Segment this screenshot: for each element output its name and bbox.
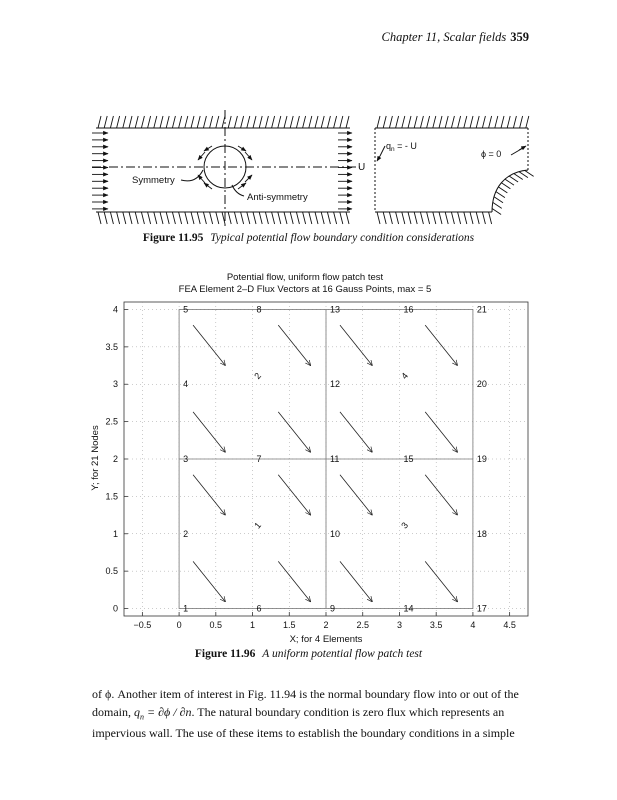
wall-hatch bbox=[259, 212, 262, 224]
wall-hatch bbox=[296, 212, 299, 224]
symmetry-label: Symmetry bbox=[132, 175, 175, 186]
wall-hatch bbox=[203, 212, 206, 224]
x-tick-label: 4.5 bbox=[503, 620, 516, 630]
wall-hatch bbox=[420, 116, 423, 128]
paragraph-line-2-start: domain, bbox=[92, 704, 134, 719]
wall-hatch bbox=[377, 212, 380, 224]
wall-hatch bbox=[135, 116, 138, 128]
wall-hatch bbox=[340, 116, 343, 128]
wall-hatch bbox=[141, 212, 144, 224]
wall-hatch bbox=[210, 116, 213, 128]
y-tick-label: 4 bbox=[112, 304, 118, 315]
x-tick-label: 3.5 bbox=[429, 620, 443, 630]
wall-hatch bbox=[513, 116, 516, 128]
inline-math-qn: q bbox=[134, 704, 140, 719]
wall-hatch bbox=[148, 212, 151, 224]
inline-math-qn-sub: n bbox=[140, 711, 144, 721]
wall-hatch bbox=[439, 116, 442, 128]
paragraph-line-2 bbox=[92, 704, 534, 726]
flux-vector bbox=[425, 475, 457, 515]
wall-hatch bbox=[160, 212, 163, 224]
wall-hatch bbox=[489, 212, 492, 224]
wall-hatch bbox=[166, 212, 169, 224]
wall-hatch bbox=[179, 212, 182, 224]
wall-hatch bbox=[451, 116, 454, 128]
wall-hatch bbox=[321, 212, 324, 224]
wall-hatch bbox=[234, 116, 237, 128]
wall-hatch bbox=[290, 116, 293, 128]
node-label: 10 bbox=[330, 528, 341, 539]
wall-hatch bbox=[494, 197, 503, 203]
wall-hatch bbox=[284, 116, 287, 128]
wall-hatch bbox=[315, 116, 318, 128]
y-axis-label: Y; for 21 Nodes bbox=[90, 425, 101, 491]
y-tick-label: 2 bbox=[112, 454, 118, 464]
node-label: 18 bbox=[476, 528, 487, 539]
figure-11-96-label: Figure 11.96 bbox=[194, 648, 256, 660]
wall-hatch bbox=[476, 212, 479, 224]
wall-hatch bbox=[383, 116, 386, 128]
wall-hatch bbox=[427, 116, 430, 128]
node-label: 7 bbox=[256, 454, 262, 464]
wall-hatch bbox=[185, 116, 188, 128]
wall-hatch bbox=[525, 170, 534, 176]
wall-hatch bbox=[265, 212, 268, 224]
wall-hatch bbox=[519, 172, 528, 178]
wall-hatch bbox=[148, 116, 151, 128]
wall-hatch bbox=[110, 212, 113, 224]
wall-hatch bbox=[505, 179, 514, 185]
flux-vector bbox=[278, 561, 310, 601]
x-tick-label: 1 bbox=[250, 620, 256, 630]
wall-hatch bbox=[228, 116, 231, 128]
wall-hatch bbox=[154, 116, 157, 128]
x-tick-label: 0 bbox=[176, 620, 182, 630]
figure-11-95-diagram bbox=[0, 108, 617, 233]
qn-value: = - U bbox=[394, 141, 417, 151]
wall-hatch bbox=[427, 212, 430, 224]
wall-hatch bbox=[492, 208, 501, 214]
wall-hatch bbox=[470, 116, 473, 128]
wall-hatch bbox=[210, 212, 213, 224]
inline-math-derivative: = ∂ϕ / ∂n bbox=[144, 704, 192, 719]
wall-hatch bbox=[98, 212, 101, 224]
flux-vector bbox=[425, 325, 457, 365]
flux-vector bbox=[340, 475, 372, 515]
wall-hatch bbox=[253, 116, 256, 128]
wall-hatch bbox=[123, 116, 126, 128]
wall-hatch bbox=[445, 116, 448, 128]
wall-hatch bbox=[278, 116, 281, 128]
wall-hatch bbox=[389, 116, 392, 128]
wall-hatch bbox=[191, 116, 194, 128]
x-tick-label: 1.5 bbox=[283, 620, 296, 630]
wall-hatch bbox=[284, 212, 287, 224]
wall-hatch bbox=[104, 116, 107, 128]
wall-hatch bbox=[234, 212, 237, 224]
phi-zero-label: ϕ = 0 bbox=[481, 149, 502, 159]
node-label: 3 bbox=[183, 454, 189, 464]
y-tick-label: 3.5 bbox=[105, 341, 118, 352]
wall-hatch bbox=[476, 116, 479, 128]
wall-hatch bbox=[408, 116, 411, 128]
wall-hatch bbox=[482, 212, 485, 224]
wall-hatch bbox=[265, 116, 268, 128]
body-paragraph bbox=[92, 686, 534, 743]
wall-hatch bbox=[315, 212, 318, 224]
wall-hatch bbox=[110, 116, 113, 128]
wall-hatch bbox=[414, 116, 417, 128]
wall-hatch bbox=[278, 212, 281, 224]
x-tick-label: 2.5 bbox=[356, 620, 369, 630]
flux-vector bbox=[425, 561, 457, 601]
y-tick-label: 1.5 bbox=[105, 491, 118, 502]
flux-vector bbox=[193, 561, 225, 601]
chart-subtitle: FEA Element 2–D Flux Vectors at 16 Gauss Points, max = 5 bbox=[178, 284, 432, 295]
wall-hatch bbox=[433, 116, 436, 128]
flux-vector bbox=[340, 412, 372, 452]
qn-subscript: n bbox=[391, 146, 395, 153]
wall-hatch bbox=[439, 212, 442, 224]
node-label: 11 bbox=[330, 454, 340, 464]
node-label: 13 bbox=[330, 304, 341, 315]
wall-hatch bbox=[259, 116, 262, 128]
wall-hatch bbox=[272, 212, 275, 224]
node-label: 8 bbox=[256, 304, 262, 315]
wall-hatch bbox=[179, 116, 182, 128]
wall-hatch bbox=[216, 212, 219, 224]
wall-hatch bbox=[272, 116, 275, 128]
figure-11-96-caption-text: A uniform potential flow patch test bbox=[262, 648, 423, 660]
wall-hatch bbox=[470, 212, 473, 224]
running-header bbox=[381, 30, 529, 45]
wall-hatch bbox=[396, 212, 399, 224]
figure-11-95-caption-text: Typical potential flow boundary condition considerations bbox=[210, 232, 475, 244]
flux-vector bbox=[340, 325, 372, 365]
node-label: 9 bbox=[330, 603, 336, 614]
x-axis-label: X; for 4 Elements bbox=[289, 634, 363, 645]
wall-hatch bbox=[340, 212, 343, 224]
wall-hatch bbox=[129, 212, 132, 224]
wall-hatch bbox=[191, 212, 194, 224]
wall-hatch bbox=[197, 212, 200, 224]
circulation-arrow bbox=[204, 183, 212, 189]
wall-hatch bbox=[526, 116, 529, 128]
wall-hatch bbox=[203, 116, 206, 128]
circulation-arrow bbox=[198, 175, 205, 183]
wall-hatch bbox=[402, 116, 405, 128]
wall-hatch bbox=[253, 212, 256, 224]
wall-hatch bbox=[408, 212, 411, 224]
wall-hatch bbox=[104, 212, 107, 224]
velocity-label-U: U bbox=[358, 162, 366, 173]
wall-hatch bbox=[185, 212, 188, 224]
element-label: 4 bbox=[399, 370, 411, 382]
wall-hatch bbox=[135, 212, 138, 224]
wall-hatch bbox=[514, 174, 523, 180]
flux-vector bbox=[193, 475, 225, 515]
node-label: 12 bbox=[330, 379, 341, 390]
wall-hatch bbox=[464, 212, 467, 224]
x-tick-label: 4 bbox=[470, 620, 476, 630]
y-tick-label: 2.5 bbox=[105, 416, 118, 427]
wall-hatch bbox=[228, 212, 231, 224]
wall-hatch bbox=[123, 212, 126, 224]
node-label: 17 bbox=[476, 603, 487, 614]
chart-title: Potential flow, uniform flow patch test bbox=[226, 272, 384, 283]
wall-hatch bbox=[117, 116, 120, 128]
element-label: 3 bbox=[399, 520, 411, 531]
wall-hatch bbox=[129, 116, 132, 128]
element-label: 2 bbox=[252, 370, 264, 382]
wall-hatch bbox=[520, 116, 523, 128]
wall-hatch bbox=[309, 212, 312, 224]
node-label: 1 bbox=[183, 603, 189, 614]
node-label: 2 bbox=[183, 528, 189, 539]
wall-hatch bbox=[496, 192, 505, 198]
circulation-arrow bbox=[245, 152, 252, 160]
wall-hatch bbox=[247, 116, 250, 128]
wall-hatch bbox=[98, 116, 101, 128]
circulation-arrow bbox=[198, 152, 205, 160]
wall-hatch bbox=[327, 212, 330, 224]
node-label: 15 bbox=[403, 454, 414, 464]
node-label: 14 bbox=[403, 603, 414, 614]
normal-flux-label bbox=[386, 141, 417, 153]
wall-hatch bbox=[303, 212, 306, 224]
y-tick-label: 3 bbox=[112, 379, 118, 390]
flux-vector bbox=[278, 325, 310, 365]
page-number: 359 bbox=[510, 30, 529, 44]
wall-hatch bbox=[309, 116, 312, 128]
wall-hatch bbox=[482, 116, 485, 128]
wall-hatch bbox=[160, 116, 163, 128]
wall-hatch bbox=[377, 116, 380, 128]
wall-hatch bbox=[334, 212, 337, 224]
wall-hatch bbox=[498, 187, 507, 193]
wall-hatch bbox=[458, 212, 461, 224]
circulation-arrow bbox=[245, 175, 252, 182]
wall-hatch bbox=[321, 116, 324, 128]
node-label: 4 bbox=[183, 379, 189, 390]
wall-hatch bbox=[166, 116, 169, 128]
qn-symbol: q bbox=[386, 141, 392, 151]
wall-hatch bbox=[334, 116, 337, 128]
node-label: 19 bbox=[476, 454, 487, 464]
wall-hatch bbox=[402, 212, 405, 224]
wall-hatch bbox=[509, 176, 518, 182]
antisymmetry-label: Anti-symmetry bbox=[247, 192, 308, 203]
circulation-arrow bbox=[238, 146, 246, 151]
node-label: 20 bbox=[476, 379, 487, 390]
node-label: 5 bbox=[183, 304, 189, 315]
wall-hatch bbox=[493, 202, 502, 208]
circulation-arrow bbox=[238, 183, 246, 189]
wall-hatch bbox=[433, 212, 436, 224]
paragraph-line-3: impervious wall. The use of these items to establish the boundary conditions in a simple bbox=[92, 726, 515, 741]
wall-hatch bbox=[451, 212, 454, 224]
wall-hatch bbox=[141, 116, 144, 128]
node-label: 21 bbox=[476, 304, 487, 315]
wall-hatch bbox=[296, 116, 299, 128]
chapter-title: Chapter 11, Scalar fields bbox=[381, 30, 507, 44]
x-tick-label: 0.5 bbox=[209, 620, 223, 630]
flux-vector bbox=[278, 475, 310, 515]
wall-hatch bbox=[327, 116, 330, 128]
figure-11-96-caption bbox=[0, 648, 617, 660]
wall-hatch bbox=[383, 212, 386, 224]
wall-hatch bbox=[117, 212, 120, 224]
wall-hatch bbox=[172, 212, 175, 224]
wall-hatch bbox=[197, 116, 200, 128]
paragraph-line-1: of ϕ. Another item of interest in Fig. 11.94 is the normal boundary flow into or out of the bbox=[92, 687, 519, 701]
wall-hatch bbox=[501, 116, 504, 128]
wall-hatch bbox=[501, 183, 510, 189]
wall-hatch bbox=[346, 116, 349, 128]
wall-hatch bbox=[247, 212, 250, 224]
x-tick-label: 2 bbox=[323, 620, 329, 630]
element-label: 1 bbox=[252, 520, 264, 531]
flux-vector bbox=[193, 325, 225, 365]
figure-11-95-caption bbox=[0, 232, 617, 244]
wall-hatch bbox=[172, 116, 175, 128]
circulation-arrow bbox=[204, 146, 212, 151]
wall-hatch bbox=[241, 212, 244, 224]
wall-hatch bbox=[507, 116, 510, 128]
y-tick-label: 0 bbox=[112, 603, 118, 614]
leader-arrow bbox=[377, 156, 380, 161]
wall-hatch bbox=[414, 212, 417, 224]
wall-hatch bbox=[396, 116, 399, 128]
wall-hatch bbox=[464, 116, 467, 128]
x-tick-label: −0.5 bbox=[133, 620, 152, 630]
wall-hatch bbox=[389, 212, 392, 224]
wall-hatch bbox=[303, 116, 306, 128]
y-tick-label: 0.5 bbox=[105, 566, 118, 577]
flux-vector bbox=[193, 412, 225, 452]
wall-hatch bbox=[458, 116, 461, 128]
flux-vector bbox=[340, 561, 372, 601]
leader-arrow bbox=[519, 146, 526, 150]
node-label: 16 bbox=[403, 304, 414, 315]
wall-hatch bbox=[445, 212, 448, 224]
wall-hatch bbox=[420, 212, 423, 224]
wall-hatch bbox=[290, 212, 293, 224]
wall-hatch bbox=[241, 116, 244, 128]
y-tick-label: 1 bbox=[112, 528, 118, 539]
wall-hatch bbox=[216, 116, 219, 128]
wall-hatch bbox=[495, 116, 498, 128]
wall-hatch bbox=[489, 116, 492, 128]
paragraph-line-2-end: . The natural boundary condition is zero flux which represents an bbox=[191, 704, 505, 719]
flux-vector bbox=[278, 412, 310, 452]
figure-11-95-label: Figure 11.95 bbox=[142, 232, 204, 244]
wall-hatch bbox=[346, 212, 349, 224]
wall-hatch bbox=[154, 212, 157, 224]
node-label: 6 bbox=[256, 603, 262, 614]
flux-vector bbox=[425, 412, 457, 452]
figure-11-96-chart bbox=[0, 268, 617, 648]
x-tick-label: 3 bbox=[396, 620, 402, 630]
